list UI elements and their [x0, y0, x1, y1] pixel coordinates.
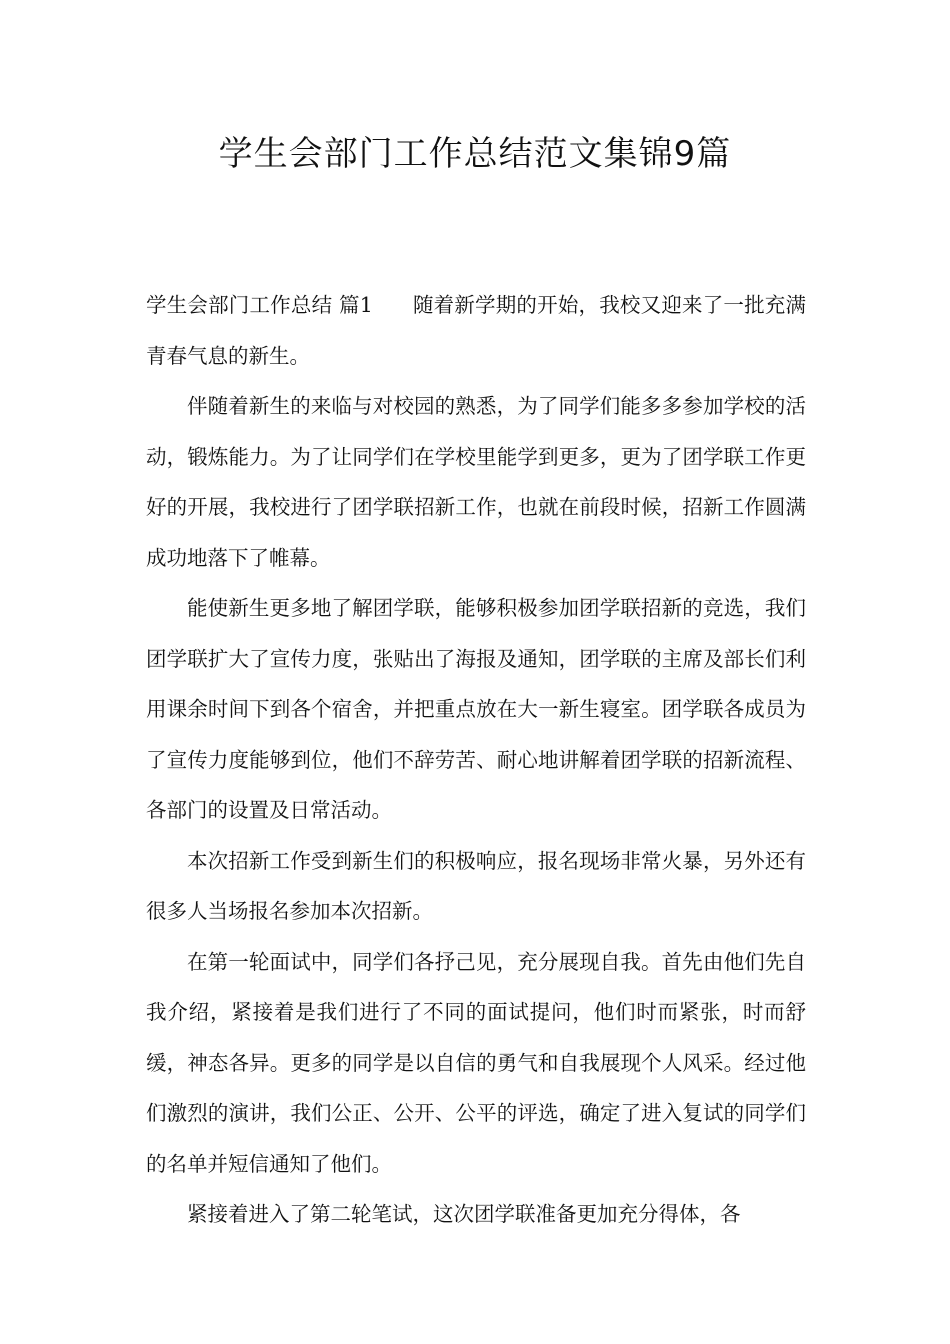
document-body [146, 280, 806, 1240]
paragraph-4: 本次招新工作受到新生们的积极响应，报名现场非常火暴，另外还有很多人当场报名参加本次招新。 [146, 848, 806, 923]
document-title: 学生会部门工作总结范文集锦9篇 [218, 134, 732, 174]
section-heading: 学生会部门工作总结 篇1 [146, 293, 373, 317]
paragraph-1 [146, 280, 806, 381]
paragraph-5: 在第一轮面试中，同学们各抒己见，充分展现自我。首先由他们先自我介绍，紧接着是我们进行了不同的面试提问，他们时而紧张，时而舒缓，神态各异。更多的同学是以自信的勇气和自我展现个人风采。经过他们激烈的演讲，我们公正、公开、公平的评选，确定了进入复试的同学们的名单并短信通知了他们。 [146, 949, 806, 1176]
paragraph-1-text: 随着新学期的开始，我校又迎来了一批充满青春气息的新生。 [146, 293, 807, 368]
paragraph-3: 能使新生更多地了解团学联，能够积极参加团学联招新的竞选，我们团学联扩大了宣传力度，张贴出了海报及通知，团学联的主席及部长们利用课余时间下到各个宿舍，并把重点放在大一新生寝室。团学联各成员为了宣传力度能够到位，他们不辞劳苦、耐心地讲解着团学联的招新流程、各部门的设置及日常活动。 [146, 596, 806, 822]
paragraph-6: 紧接着进入了第二轮笔试，这次团学联准备更加充分得体，各 [187, 1202, 741, 1226]
paragraph-2: 伴随着新生的来临与对校园的熟悉，为了同学们能多多参加学校的活动，锻炼能力。为了让同学们在学校里能学到更多，更为了团学联工作更好的开展，我校进行了团学联招新工作，也就在前段时候，招新工作圆满成功地落下了帷幕。 [146, 394, 806, 570]
